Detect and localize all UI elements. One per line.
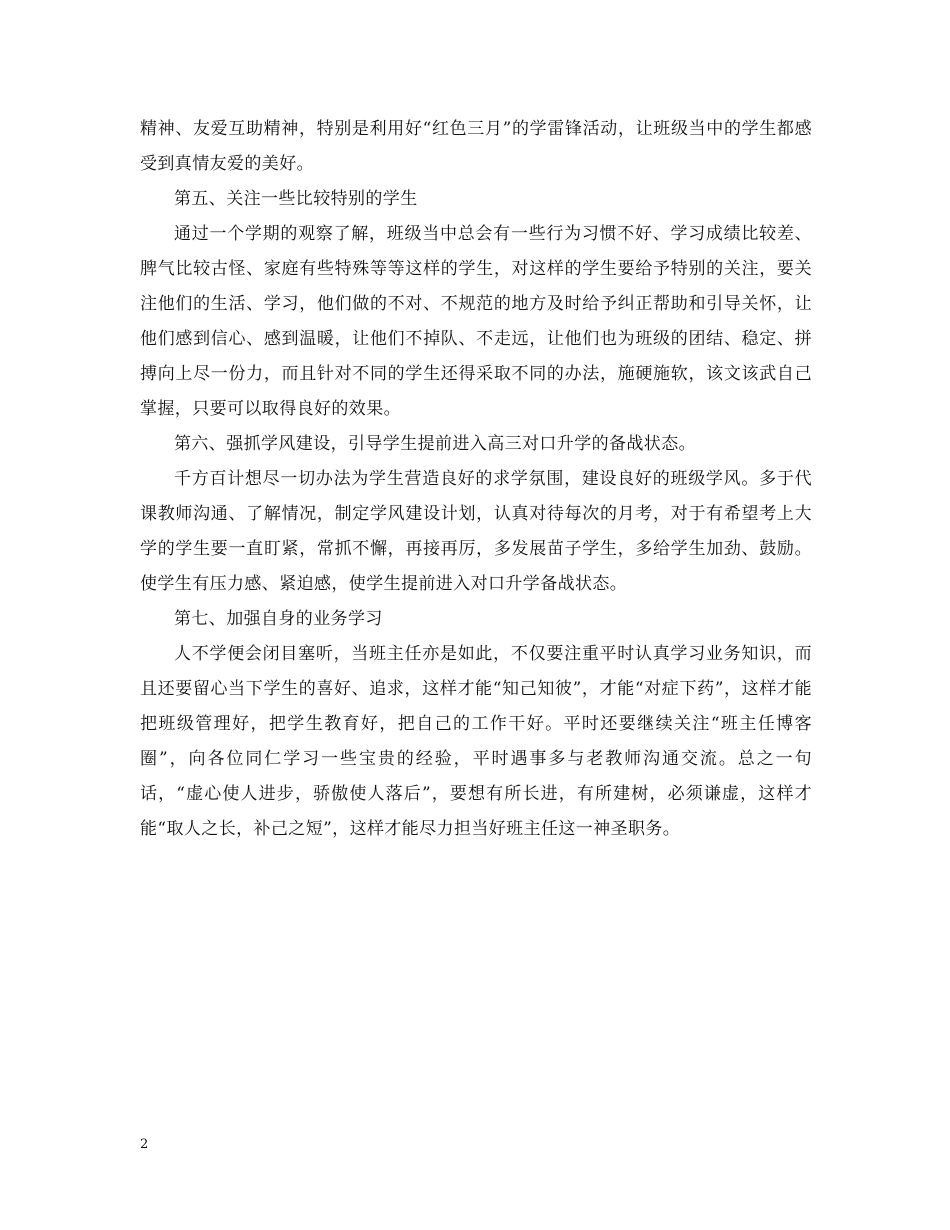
section-heading-six: 第六、强抓学风建设，引导学生提前进入高三对口升学的备战状态。: [174, 434, 696, 454]
paragraph-special-students: 通过一个学期的观察了解，班级当中总会有一些行为习惯不好、学习成绩比较差、脾气比较古怪、家庭有些特殊等等这样的学生，对这样的学生要给予特别的关注，要关注他们的生活、学习，他们做的不对、不规范的地方及时给予纠正帮助和引导关怀，让他们感到信心、感到温暖，让他们不掉队、不走远，让他们也为班级的团结、稳定、拼搏向上尽一份力，而且针对不同的学生还得采取不同的办法，施硬施软，该文该武自己掌握，只要可以取得良好的效果。: [140, 224, 812, 419]
document-body: [140, 112, 812, 847]
section-heading-five: 第五、关注一些比较特别的学生: [174, 189, 418, 209]
paragraph-continuation: 精神、友爱互助精神，特别是利用好“红色三月”的学雷锋活动，让班级当中的学生都感受到真情友爱的美好。: [140, 119, 812, 174]
page-number: 2: [140, 1137, 149, 1152]
paragraph-study-atmosphere: 千方百计想尽一切办法为学生营造良好的求学氛围，建设良好的班级学风。多于代课教师沟通、了解情况，制定学风建设计划，认真对待每次的月考，对于有希望考上大学的学生要一直盯紧，常抓不懈，再接再厉，多发展苗子学生，多给学生加劲、鼓励。使学生有压力感、紧迫感，使学生提前进入对口升学备战状态。: [140, 469, 812, 594]
paragraph-self-learning: 人不学便会闭目塞听，当班主任亦是如此，不仅要注重平时认真学习业务知识，而且还要留心当下学生的喜好、追求，这样才能“知己知彼”，才能“对症下药”，这样才能把班级管理好，把学生教育好，把自己的工作干好。平时还要继续关注“班主任博客圈”，向各位同仁学习一些宝贵的经验，平时遇事多与老教师沟通交流。总之一句话，“虚心使人进步，骄傲使人落后”，要想有所长进，有所建树，必须谦虚，这样才能“取人之长，补己之短”，这样才能尽力担当好班主任这一神圣职务。: [140, 644, 812, 839]
section-heading-seven: 第七、加强自身的业务学习: [174, 609, 383, 629]
